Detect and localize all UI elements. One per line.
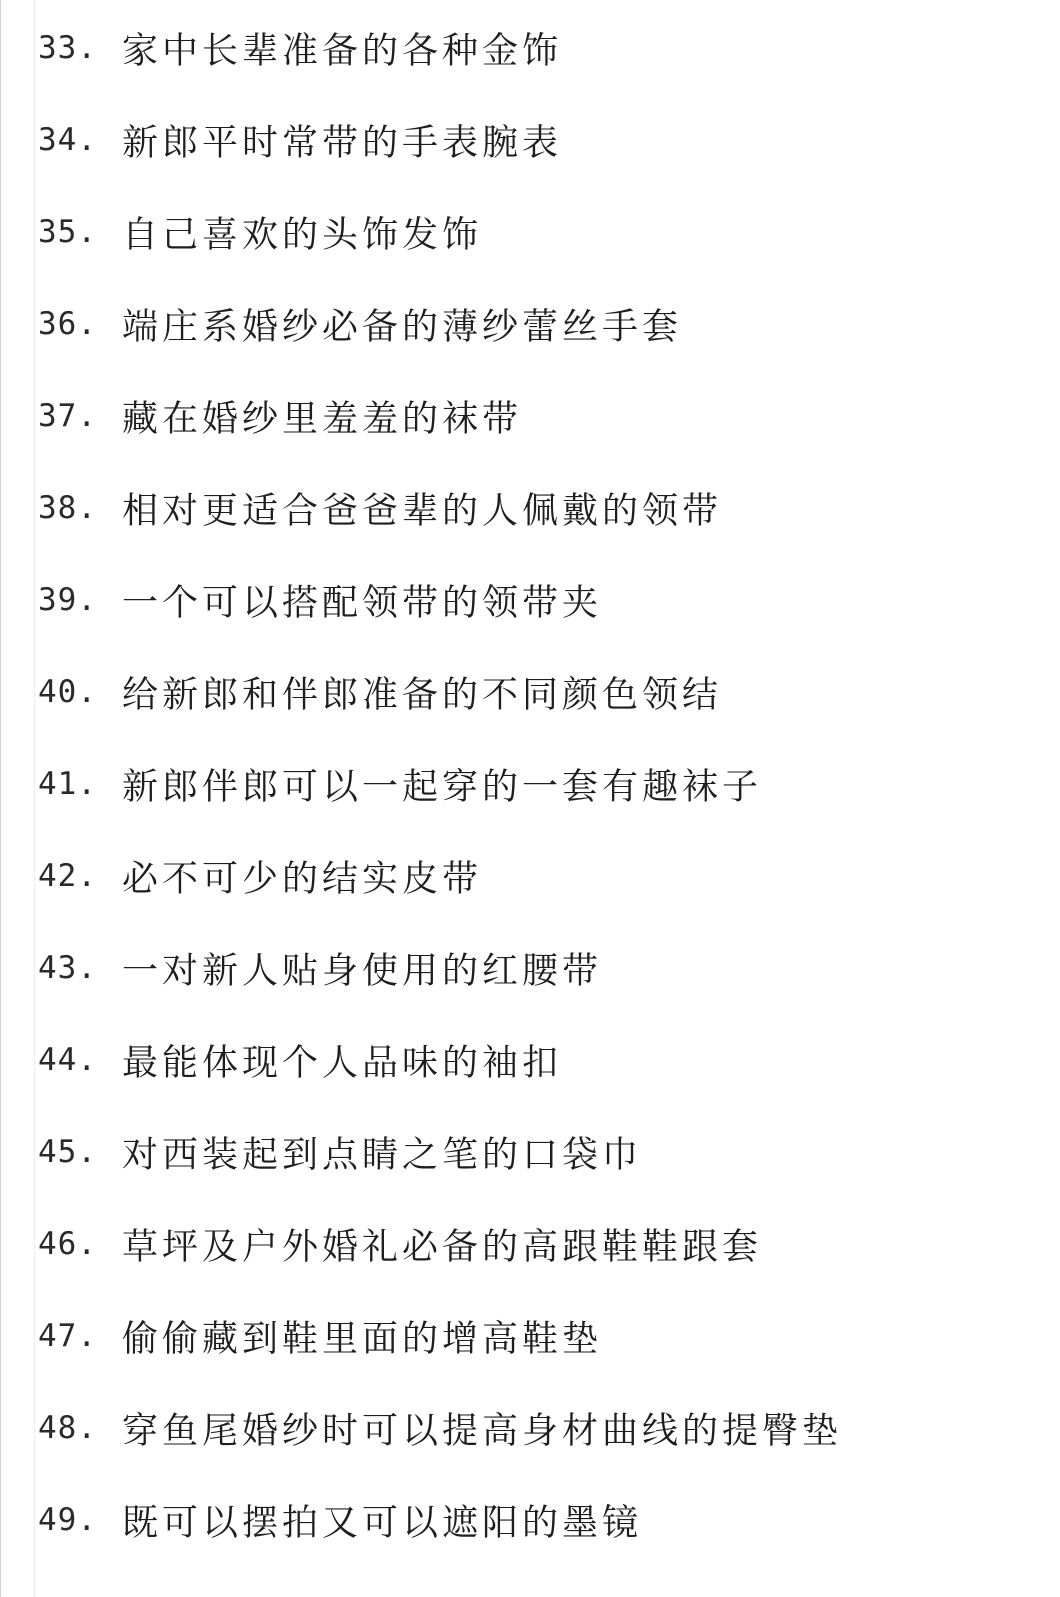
- item-text: 藏在婚纱里羞羞的袜带: [122, 398, 523, 440]
- item-number: 37.: [38, 398, 97, 434]
- list-item: [0, 370, 1060, 462]
- list-item: [0, 2, 1060, 94]
- list-item: [0, 94, 1060, 186]
- list-item: [0, 922, 1060, 1014]
- list-item: [0, 1382, 1060, 1474]
- list-item: [0, 1106, 1060, 1198]
- item-text: 一对新人贴身使用的红腰带: [122, 950, 603, 992]
- list-item: [0, 830, 1060, 922]
- item-number: 40.: [38, 674, 97, 710]
- list-item: [0, 462, 1060, 554]
- item-number: 49.: [38, 1502, 97, 1538]
- item-number: 39.: [38, 582, 97, 618]
- item-number: 35.: [38, 214, 97, 250]
- item-text: 必不可少的结实皮带: [122, 858, 483, 900]
- item-number: 44.: [38, 1042, 97, 1078]
- item-text: 最能体现个人品味的袖扣: [122, 1042, 563, 1084]
- list-item: [0, 554, 1060, 646]
- item-number: 34.: [38, 122, 97, 158]
- item-number: 48.: [38, 1410, 97, 1446]
- list-item: [0, 646, 1060, 738]
- item-text: 草坪及户外婚礼必备的高跟鞋鞋跟套: [122, 1226, 763, 1268]
- item-number: 43.: [38, 950, 97, 986]
- item-text: 穿鱼尾婚纱时可以提高身材曲线的提臀垫: [122, 1410, 843, 1452]
- item-number: 41.: [38, 766, 97, 802]
- item-text: 端庄系婚纱必备的薄纱蕾丝手套: [122, 306, 683, 348]
- list-item: [0, 1474, 1060, 1566]
- item-number: 33.: [38, 30, 97, 66]
- list-item: [0, 1290, 1060, 1382]
- item-number: 46.: [38, 1226, 97, 1262]
- item-text: 新郎平时常带的手表腕表: [122, 122, 563, 164]
- list-item: [0, 738, 1060, 830]
- item-number: 36.: [38, 306, 97, 342]
- item-text: 对西装起到点睛之笔的口袋巾: [122, 1134, 643, 1176]
- list-item: [0, 186, 1060, 278]
- item-number: 47.: [38, 1318, 97, 1354]
- item-text: 偷偷藏到鞋里面的增高鞋垫: [122, 1318, 603, 1360]
- item-number: 45.: [38, 1134, 97, 1170]
- item-text: 相对更适合爸爸辈的人佩戴的领带: [122, 490, 723, 532]
- item-text: 自己喜欢的头饰发饰: [122, 214, 483, 256]
- list-item: [0, 1198, 1060, 1290]
- item-number: 38.: [38, 490, 97, 526]
- item-text: 既可以摆拍又可以遮阳的墨镜: [122, 1502, 643, 1544]
- list-item: [0, 278, 1060, 370]
- item-number: 42.: [38, 858, 97, 894]
- item-text: 给新郎和伴郎准备的不同颜色领结: [122, 674, 723, 716]
- list-item: [0, 1014, 1060, 1106]
- item-text: 家中长辈准备的各种金饰: [122, 30, 563, 72]
- item-text: 新郎伴郎可以一起穿的一套有趣袜子: [122, 766, 763, 808]
- item-text: 一个可以搭配领带的领带夹: [122, 582, 603, 624]
